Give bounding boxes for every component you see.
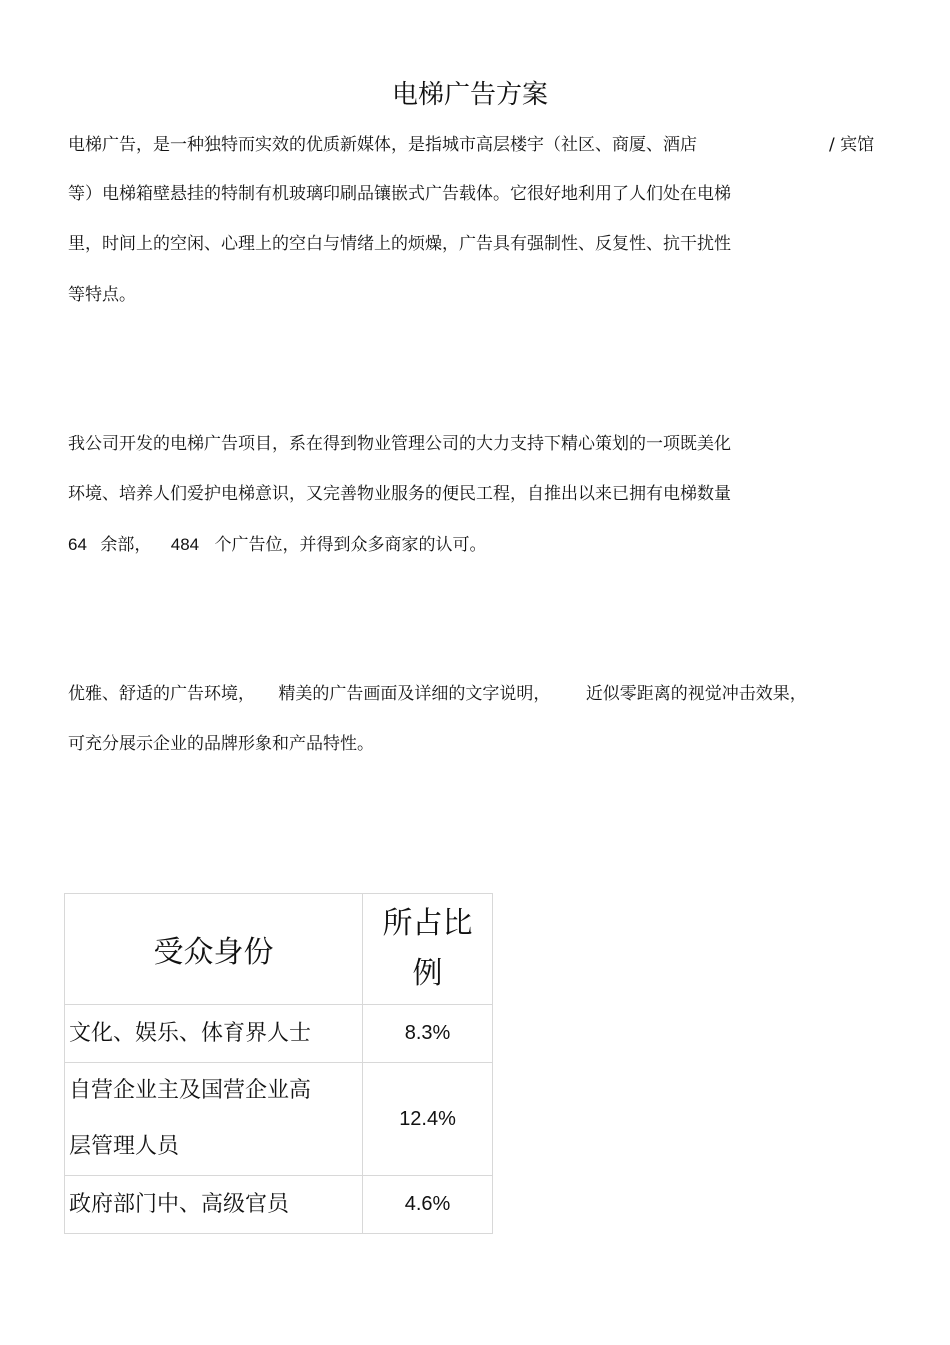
ad-slot-suffix: 个广告位，并得到众多商家的认可。 [214,535,487,555]
elevator-count-suffix: 余部， [100,535,152,555]
audience-identity-line-1: 自营企业主及国营企业高 [69,1078,312,1103]
header-ratio [363,894,493,1005]
audience-ratio-cell: 8.3% [363,1005,493,1063]
paragraph-3-part-3: 近似零距离的视觉冲击效果， [585,684,807,704]
paragraph-1-line-2: 等）电梯箱壁悬挂的特制有机玻璃印刷品镶嵌式广告载体。它很好地利用了人们处在电梯 [68,184,731,204]
paragraph-1-line-4: 等特点。 [68,285,136,305]
paragraph-1-line-3: 里，时间上的空闲、心理上的空白与情绪上的烦燥，广告具有强制性、反复性、抗干扰性 [68,234,731,254]
audience-identity-cell: 政府部门中、高级官员 [65,1176,363,1234]
paragraph-3-part-1: 优雅、舒适的广告环境， [68,684,255,704]
audience-ratio-cell: 4.6% [363,1176,493,1234]
audience-identity-line-2: 层管理人员 [69,1134,180,1159]
audience-identity-cell [65,1063,363,1176]
header-audience-identity: 受众身份 [65,894,363,1005]
elevator-count: 64 [68,535,87,554]
table-row [65,1005,493,1063]
audience-ratio-cell: 12.4% [363,1063,493,1176]
table-row [65,1063,493,1176]
table-header-row [65,894,493,1005]
paragraph-2-line-3 [68,533,487,557]
header-ratio-line-2: 例 [412,956,443,991]
header-ratio-line-1: 所占比 [382,906,473,941]
page-title: 电梯广告方案 [391,80,548,110]
paragraph-3-line-1 [68,682,807,706]
paragraph-2-line-1: 我公司开发的电梯广告项目，系在得到物业管理公司的大力支持下精心策划的一项既美化 [68,434,731,454]
audience-table [64,893,493,1234]
audience-identity-cell: 文化、娱乐、体育界人士 [65,1005,363,1063]
paragraph-1-line-1: 电梯广告，是一种独特而实效的优质新媒体，是指城市高层楼宇（社区、商厦、酒店 [68,135,697,155]
paragraph-1-line-1-tail: / 宾馆 [829,135,875,155]
ad-slot-count: 484 [170,535,200,554]
paragraph-3-line-2: 可充分展示企业的品牌形象和产品特性。 [68,734,374,754]
table-row [65,1176,493,1234]
paragraph-3-part-2: 精美的广告画面及详细的文字说明， [278,684,551,704]
paragraph-2-line-2: 环境、培养人们爱护电梯意识，又完善物业服务的便民工程，自推出以来已拥有电梯数量 [68,484,731,504]
